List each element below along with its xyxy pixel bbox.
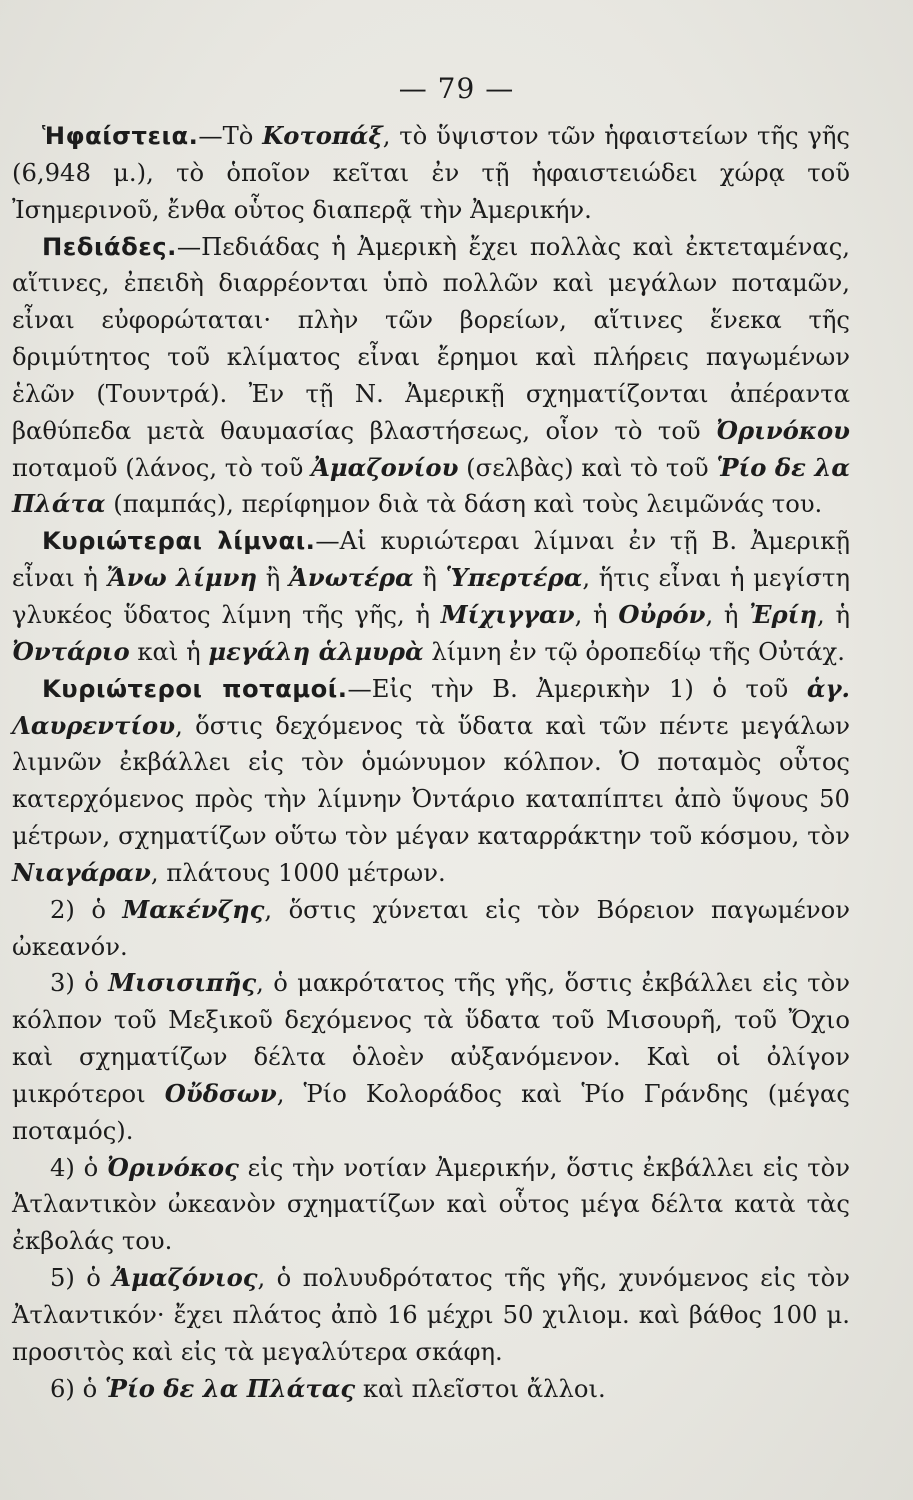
- text-run: —Τὸ: [198, 121, 263, 150]
- emphasis-term: Οὐρόν: [618, 599, 706, 629]
- text-run: , ἡ: [705, 599, 750, 629]
- emphasis-term: Ἄνω λίμνη: [106, 563, 258, 593]
- text-run: ποταμοῦ (λάνος, τὸ τοῦ: [12, 452, 312, 482]
- paragraph-river-6: [12, 1371, 850, 1408]
- text-run: , ἥτις εἶναι ἡ μεγίστη γλυκέος ὕδατος λίμνη τῆς γῆς, ἡ: [12, 563, 850, 629]
- page-body-text: [12, 118, 850, 1408]
- emphasis-term: μεγάλη ἁλμυρὰ: [208, 636, 424, 666]
- section-heading-rivers: Κυριώτεροι ποταμοί.: [42, 673, 348, 703]
- emphasis-term: Ἀμαζόνιος: [112, 1263, 258, 1293]
- section-heading-lakes: Κυριώτεραι λίμναι.: [42, 526, 316, 556]
- text-run: ἢ: [413, 563, 446, 593]
- section-heading-volcanoes: Ἡφαίστεια.: [42, 121, 199, 150]
- text-run: 5) ὁ: [50, 1263, 113, 1293]
- text-run: (σελβὰς) καὶ τὸ τοῦ: [458, 452, 717, 482]
- emphasis-term: Ἀμαζονίου: [311, 452, 459, 482]
- text-run: 6) ὁ: [50, 1373, 105, 1403]
- text-run: 4) ὁ: [50, 1152, 108, 1182]
- emphasis-term: Μισισιπῆς: [108, 968, 257, 998]
- text-run: , Ῥίο Κολοράδος καὶ Ῥίο Γράνδης (μέγας ποταμός).: [12, 1078, 850, 1145]
- section-heading-plains: Πεδιάδες.: [42, 231, 177, 261]
- text-run: εἰς τὴν νοτίαν Ἀμερικήν, ὅστις ἐκβάλλει εἰς τὸν Ἀτλαντικὸν ὠκεανὸν σχηματίζων καὶ οὗτος μέγα δέλτα κατὰ τὰς ἐκβολάς του.: [12, 1152, 850, 1256]
- emphasis-term: Μίχιγγαν: [440, 599, 575, 629]
- text-run: , ὅστις δεχόμενος τὰ ὕδατα καὶ τῶν πέντε μεγάλων λιμνῶν ἐκβάλλει εἰς τὸν ὁμώνυμον κόλπον. Ὁ ποταμὸς οὗτος κατερχόμενος πρὸς τὴν λίμνην Ὀντάριο καταπίπτει ἀπὸ ὕψους 50 μέτρων, σχηματίζων οὕτω τὸν μέγαν καταρράκτην τοῦ κόσμου, τὸν: [12, 710, 850, 851]
- emphasis-term: Ῥίο δε λα Πλάτας: [104, 1373, 356, 1403]
- text-run: , ἡ: [574, 599, 619, 629]
- emphasis-term: Νιαγάραν: [12, 857, 151, 887]
- emphasis-term: Ὀρινόκος: [107, 1152, 239, 1182]
- text-run: 3) ὁ: [50, 968, 109, 998]
- page-number: — 79 —: [398, 72, 515, 105]
- paragraph-river-5: [12, 1260, 850, 1371]
- emphasis-term: Ὀντάριο: [12, 636, 130, 666]
- paragraph-river-4: [12, 1150, 850, 1261]
- text-run: , ὅστις χύνεται εἰς τὸν Βόρειον παγωμένον ὠκεανόν.: [12, 894, 850, 961]
- paragraph-lakes: [12, 523, 850, 670]
- text-run: —Πεδιάδας ἡ Ἀμερικὴ ἔχει πολλὰς καὶ ἐκτεταμένας, αἵτινες, ἐπειδὴ διαρρέονται ὑπὸ πολλῶν καὶ μεγάλων ποταμῶν, εἶναι εὐφορώταται· πλὴν τῶν βορείων, αἵτινες ἕνεκα τῆς δριμύτητος τοῦ κλίματος εἶναι ἔρημοι καὶ πλήρεις παγωμένων ἑλῶν (Τουντρά). Ἐν τῇ Ν. Ἀμερικῇ σχηματίζονται ἀπέραντα βαθύπεδα μετὰ θαυμασίας βλαστήσεως, οἷον τὸ τοῦ: [12, 231, 850, 445]
- paragraph-rivers: [12, 671, 850, 892]
- paragraph-volcanoes: [12, 118, 850, 229]
- emphasis-term: Μακένζης: [122, 894, 265, 924]
- emphasis-term: Ῥίο δε λα Πλάτα: [12, 452, 850, 519]
- emphasis-term: Ἐρίη: [749, 599, 817, 629]
- text-run: , ὁ μακρότατος τῆς γῆς, ὅστις ἐκβάλλει εἰς τὸν κόλπον τοῦ Μεξικοῦ δεχόμενος τὰ ὕδατα τοῦ Μισουρῆ, τοῦ Ὄχιο καὶ σχηματίζων δέλτα ὁλοὲν αὐξανόμενον. Καὶ οἱ ὀλίγον μικρότεροι: [12, 968, 851, 1108]
- emphasis-term: Οὔδσων: [164, 1078, 277, 1108]
- paragraph-river-3: [12, 965, 850, 1149]
- text-run: 2) ὁ: [50, 894, 123, 924]
- text-run: , ἡ: [816, 599, 851, 629]
- text-run: καὶ ἡ: [129, 636, 209, 666]
- text-run: —Αἱ κυριώτεραι λίμναι ἐν τῇ Β. Ἀμερικῇ εἶναι ἡ: [12, 526, 850, 593]
- text-run: καὶ πλεῖστοι ἄλλοι.: [355, 1373, 606, 1403]
- text-run: (παμπάς), περίφημον διὰ τὰ δάση καὶ τοὺς λειμῶνάς του.: [105, 489, 823, 519]
- text-run: ἢ: [257, 563, 290, 593]
- emphasis-term: Ὀρινόκου: [716, 415, 850, 445]
- emphasis-term: ἁγ. Λαυρεντίου: [12, 673, 850, 740]
- text-run: , τὸ ὕψιστον τῶν ἡφαιστείων τῆς γῆς (6,948 μ.), τὸ ὁποῖον κεῖται ἐν τῇ ἡφαιστειώδει χώρᾳ τοῦ Ἰσημερινοῦ, ἔνθα οὗτος διαπερᾷ τὴν Ἀμερικήν.: [12, 121, 851, 224]
- paragraph-river-2: [12, 892, 850, 966]
- emphasis-term: Ὑπερτέρα: [445, 563, 583, 593]
- text-run: , ὁ πολυυδρότατος τῆς γῆς, χυνόμενος εἰς τὸν Ἀτλαντικόν· ἔχει πλάτος ἀπὸ 16 μέχρι 50 χιλιομ. καὶ βάθος 100 μ. προσιτὸς καὶ εἰς τὰ μεγαλύτερα σκάφη.: [12, 1263, 850, 1366]
- text-run: , πλάτους 1000 μέτρων.: [150, 857, 446, 887]
- paragraph-plains: [12, 229, 850, 524]
- emphasis-term: Ἀνωτέρα: [289, 563, 414, 593]
- text-run: —Εἰς τὴν Β. Ἀμερικὴν 1) ὁ τοῦ: [347, 673, 807, 703]
- text-run: λίμνη ἐν τῷ ὀροπεδίῳ τῆς Οὐτάχ.: [423, 636, 845, 666]
- emphasis-term: Κοτοπάξ: [262, 121, 383, 150]
